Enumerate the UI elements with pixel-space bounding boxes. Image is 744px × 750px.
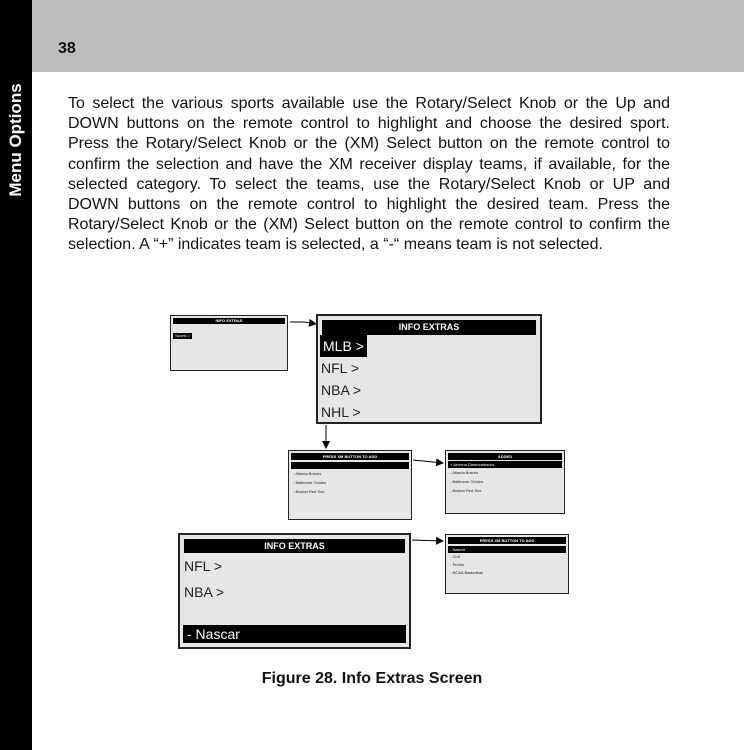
- header-band: [32, 0, 744, 72]
- team-screen-item: - Boston Red Sox: [293, 489, 325, 494]
- main-screen-item: NBA >: [321, 382, 362, 398]
- bottom-screen-header: INFO EXTRAS: [184, 539, 405, 553]
- sports-screen-item: - NCAA Basketball: [450, 570, 483, 575]
- tiny-screen-item: Sports >: [175, 333, 191, 338]
- added-screen-item: - Baltimore Orioles: [450, 479, 484, 484]
- main-info-screen: [316, 314, 542, 424]
- team-screen-header: PRESS XM BUTTON TO ADD: [291, 453, 409, 460]
- tiny-info-screen: [170, 315, 288, 371]
- arrow-bottom-to-br: [412, 540, 443, 541]
- main-screen-header: INFO EXTRAS: [322, 320, 536, 335]
- added-screen-item: + Arizona Diamondbacks: [448, 461, 562, 468]
- bottom-screen-item: NFL >: [184, 558, 222, 574]
- tiny-screen-header: INFO EXTRAS: [173, 318, 285, 324]
- added-screen-item: - Atlanta Braves: [450, 470, 479, 475]
- sports-screen-header: PRESS XM BUTTON TO ADD: [448, 537, 566, 544]
- bottom-screen-item: NBA >: [184, 584, 225, 600]
- arrow-team-to-added: [413, 460, 443, 463]
- added-screen-header: ADDED: [448, 453, 562, 460]
- side-tab-label: Menu Options: [6, 83, 25, 197]
- team-screen-highlight: [291, 462, 409, 469]
- bottom-info-screen: [178, 533, 411, 649]
- bottom-screen-item: - Nascar: [183, 625, 406, 643]
- main-screen-item: NFL >: [321, 360, 359, 376]
- body-paragraph: To select the various sports available use the Rotary/Select Knob or the Up and DOWN buttons on the remote control to highlight and choose the desired sport. Press the Rotary/Select Knob or the (XM) Select button on the remote control to confirm the selection and have the XM receiver display teams, if available, for the selected category. To select the teams, use the Rotary/Select Knob or UP and DOWN buttons on the remote control to highlight the desired team. Press the Rotary/Select Knob or the (XM) Select button on the remote control to confirm the selection. A “+” indicates team is selected, a “-“ means team is not selected.: [68, 95, 670, 254]
- figure-caption: Figure 28. Info Extras Screen: [261, 670, 483, 687]
- added-screen-item: - Boston Red Sox: [450, 488, 482, 493]
- side-tab: [0, 0, 32, 750]
- team-select-screen: [288, 450, 412, 520]
- added-screen: [445, 450, 565, 514]
- team-screen-item: - Atlanta Braves: [293, 471, 322, 476]
- main-screen-item: MLB >: [320, 335, 367, 357]
- page-number: 38: [58, 40, 76, 57]
- sports-screen-item: - Nascar: [448, 546, 566, 553]
- sports-select-screen: [445, 534, 569, 594]
- team-screen-item: - Baltimore Orioles: [293, 480, 327, 485]
- sports-screen-item: - Golf: [450, 554, 460, 559]
- main-screen-item: NHL >: [321, 404, 361, 420]
- arrow-tiny-to-main: [290, 322, 316, 324]
- sports-screen-item: - Tennis: [450, 562, 464, 567]
